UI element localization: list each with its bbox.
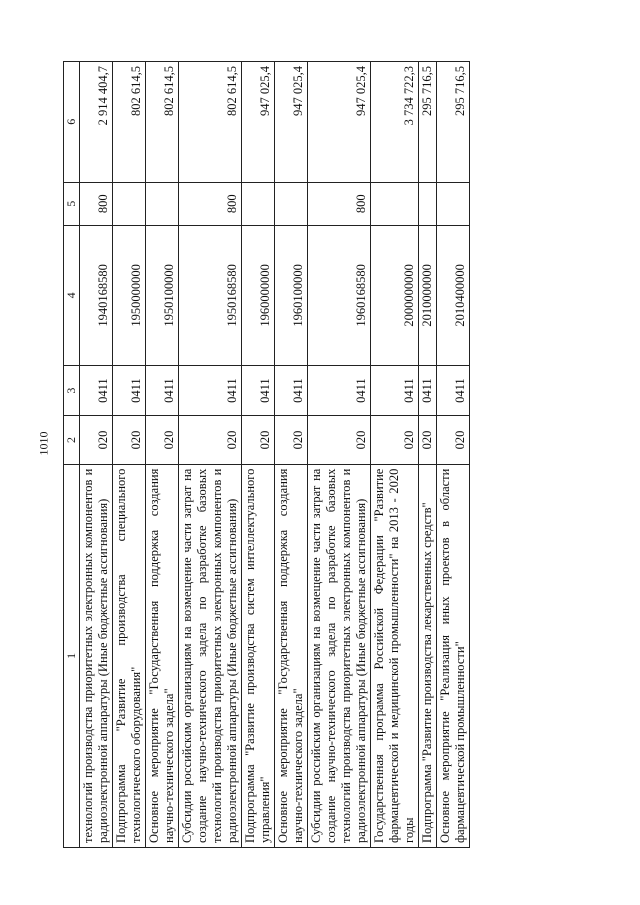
row-ministry-code: 020	[146, 416, 179, 464]
row-expense-type	[113, 182, 146, 225]
table-row	[179, 62, 242, 848]
row-amount: 802 614,5	[113, 62, 146, 183]
row-expense-type	[146, 182, 179, 225]
table-row	[242, 62, 275, 848]
header-col-5: 5	[64, 182, 80, 225]
row-ministry-code: 020	[113, 416, 146, 464]
row-name: Подпрограмма "Развитие производства систем интеллектуального управления"	[242, 464, 275, 847]
rotated-table-frame	[63, 61, 638, 848]
header-row	[64, 62, 80, 848]
row-expense-type: 800	[308, 182, 371, 225]
row-target-code: 2000000000	[371, 225, 419, 365]
row-section-code: 0411	[275, 365, 308, 416]
row-target-code: 1950100000	[146, 225, 179, 365]
row-ministry-code: 020	[308, 416, 371, 464]
table-row	[419, 62, 437, 848]
row-expense-type	[419, 182, 437, 225]
row-ministry-code: 020	[275, 416, 308, 464]
row-amount: 947 025,4	[275, 62, 308, 183]
row-expense-type: 800	[179, 182, 242, 225]
row-ministry-code: 020	[179, 416, 242, 464]
header-col-2: 2	[64, 416, 80, 464]
page-number: 1010	[36, 431, 51, 456]
row-expense-type	[437, 182, 470, 225]
row-expense-type: 800	[80, 182, 113, 225]
row-ministry-code: 020	[419, 416, 437, 464]
row-name: Государственная программа Российской Федерации "Развитие фармацевтической и медицинской промышленности" на 2013 - 2020 годы	[371, 464, 419, 847]
row-name: Субсидии российским организациям на возмещение части затрат на создание научно-технического задела по разработке базовых технологий производства приоритетных электронных компонентов и радиоэлектронной аппаратуры (Иные бюджетные ассигнования)	[179, 464, 242, 847]
row-amount: 802 614,5	[146, 62, 179, 183]
row-section-code: 0411	[80, 365, 113, 416]
row-name: Основное мероприятие "Государственная поддержка создания научно-технического задела"	[275, 464, 308, 847]
row-section-code: 0411	[371, 365, 419, 416]
row-section-code: 0411	[419, 365, 437, 416]
row-section-code: 0411	[308, 365, 371, 416]
header-col-6: 6	[64, 62, 80, 183]
table-body	[80, 62, 470, 848]
row-section-code: 0411	[113, 365, 146, 416]
row-section-code: 0411	[146, 365, 179, 416]
row-ministry-code: 020	[371, 416, 419, 464]
row-name: Субсидии российским организациям на возмещение части затрат на создание научно-технического задела по разработке базовых технологий производства приоритетных электронных компонентов и радиоэлектронной аппаратуры (Иные бюджетные ассигнования)	[308, 464, 371, 847]
row-amount: 947 025,4	[308, 62, 371, 183]
budget-table	[63, 61, 470, 848]
row-amount: 802 614,5	[179, 62, 242, 183]
row-amount: 947 025,4	[242, 62, 275, 183]
row-name: Подпрограмма "Развитие производства лекарственных средств"	[419, 464, 437, 847]
row-expense-type	[371, 182, 419, 225]
header-col-3: 3	[64, 365, 80, 416]
row-ministry-code: 020	[80, 416, 113, 464]
table-row	[275, 62, 308, 848]
row-name: Подпрограмма "Развитие производства специального технологического оборудования"	[113, 464, 146, 847]
row-name: Основное мероприятие "Реализация иных проектов в области фармацевтической промышленности"	[437, 464, 470, 847]
row-amount: 295 716,5	[437, 62, 470, 183]
row-target-code: 2010000000	[419, 225, 437, 365]
row-target-code: 1950168580	[179, 225, 242, 365]
table-row	[308, 62, 371, 848]
row-ministry-code: 020	[242, 416, 275, 464]
table-row	[80, 62, 113, 848]
table-row	[437, 62, 470, 848]
header-col-4: 4	[64, 225, 80, 365]
row-target-code: 1940168580	[80, 225, 113, 365]
row-expense-type	[242, 182, 275, 225]
row-name: Основное мероприятие "Государственная поддержка создания научно-технического задела"	[146, 464, 179, 847]
row-name: технологий производства приоритетных электронных компонентов и радиоэлектронной аппаратуры (Иные бюджетные ассигнования)	[80, 464, 113, 847]
row-amount: 2 914 404,7	[80, 62, 113, 183]
row-target-code: 1960000000	[242, 225, 275, 365]
row-section-code: 0411	[437, 365, 470, 416]
header-col-1: 1	[64, 464, 80, 847]
row-amount: 295 716,5	[419, 62, 437, 183]
row-section-code: 0411	[242, 365, 275, 416]
table-row	[146, 62, 179, 848]
row-target-code: 1950000000	[113, 225, 146, 365]
row-target-code: 2010400000	[437, 225, 470, 365]
row-amount: 3 734 722,3	[371, 62, 419, 183]
row-section-code: 0411	[179, 365, 242, 416]
row-target-code: 1960168580	[308, 225, 371, 365]
row-expense-type	[275, 182, 308, 225]
row-target-code: 1960100000	[275, 225, 308, 365]
row-ministry-code: 020	[437, 416, 470, 464]
table-row	[113, 62, 146, 848]
table-row	[371, 62, 419, 848]
